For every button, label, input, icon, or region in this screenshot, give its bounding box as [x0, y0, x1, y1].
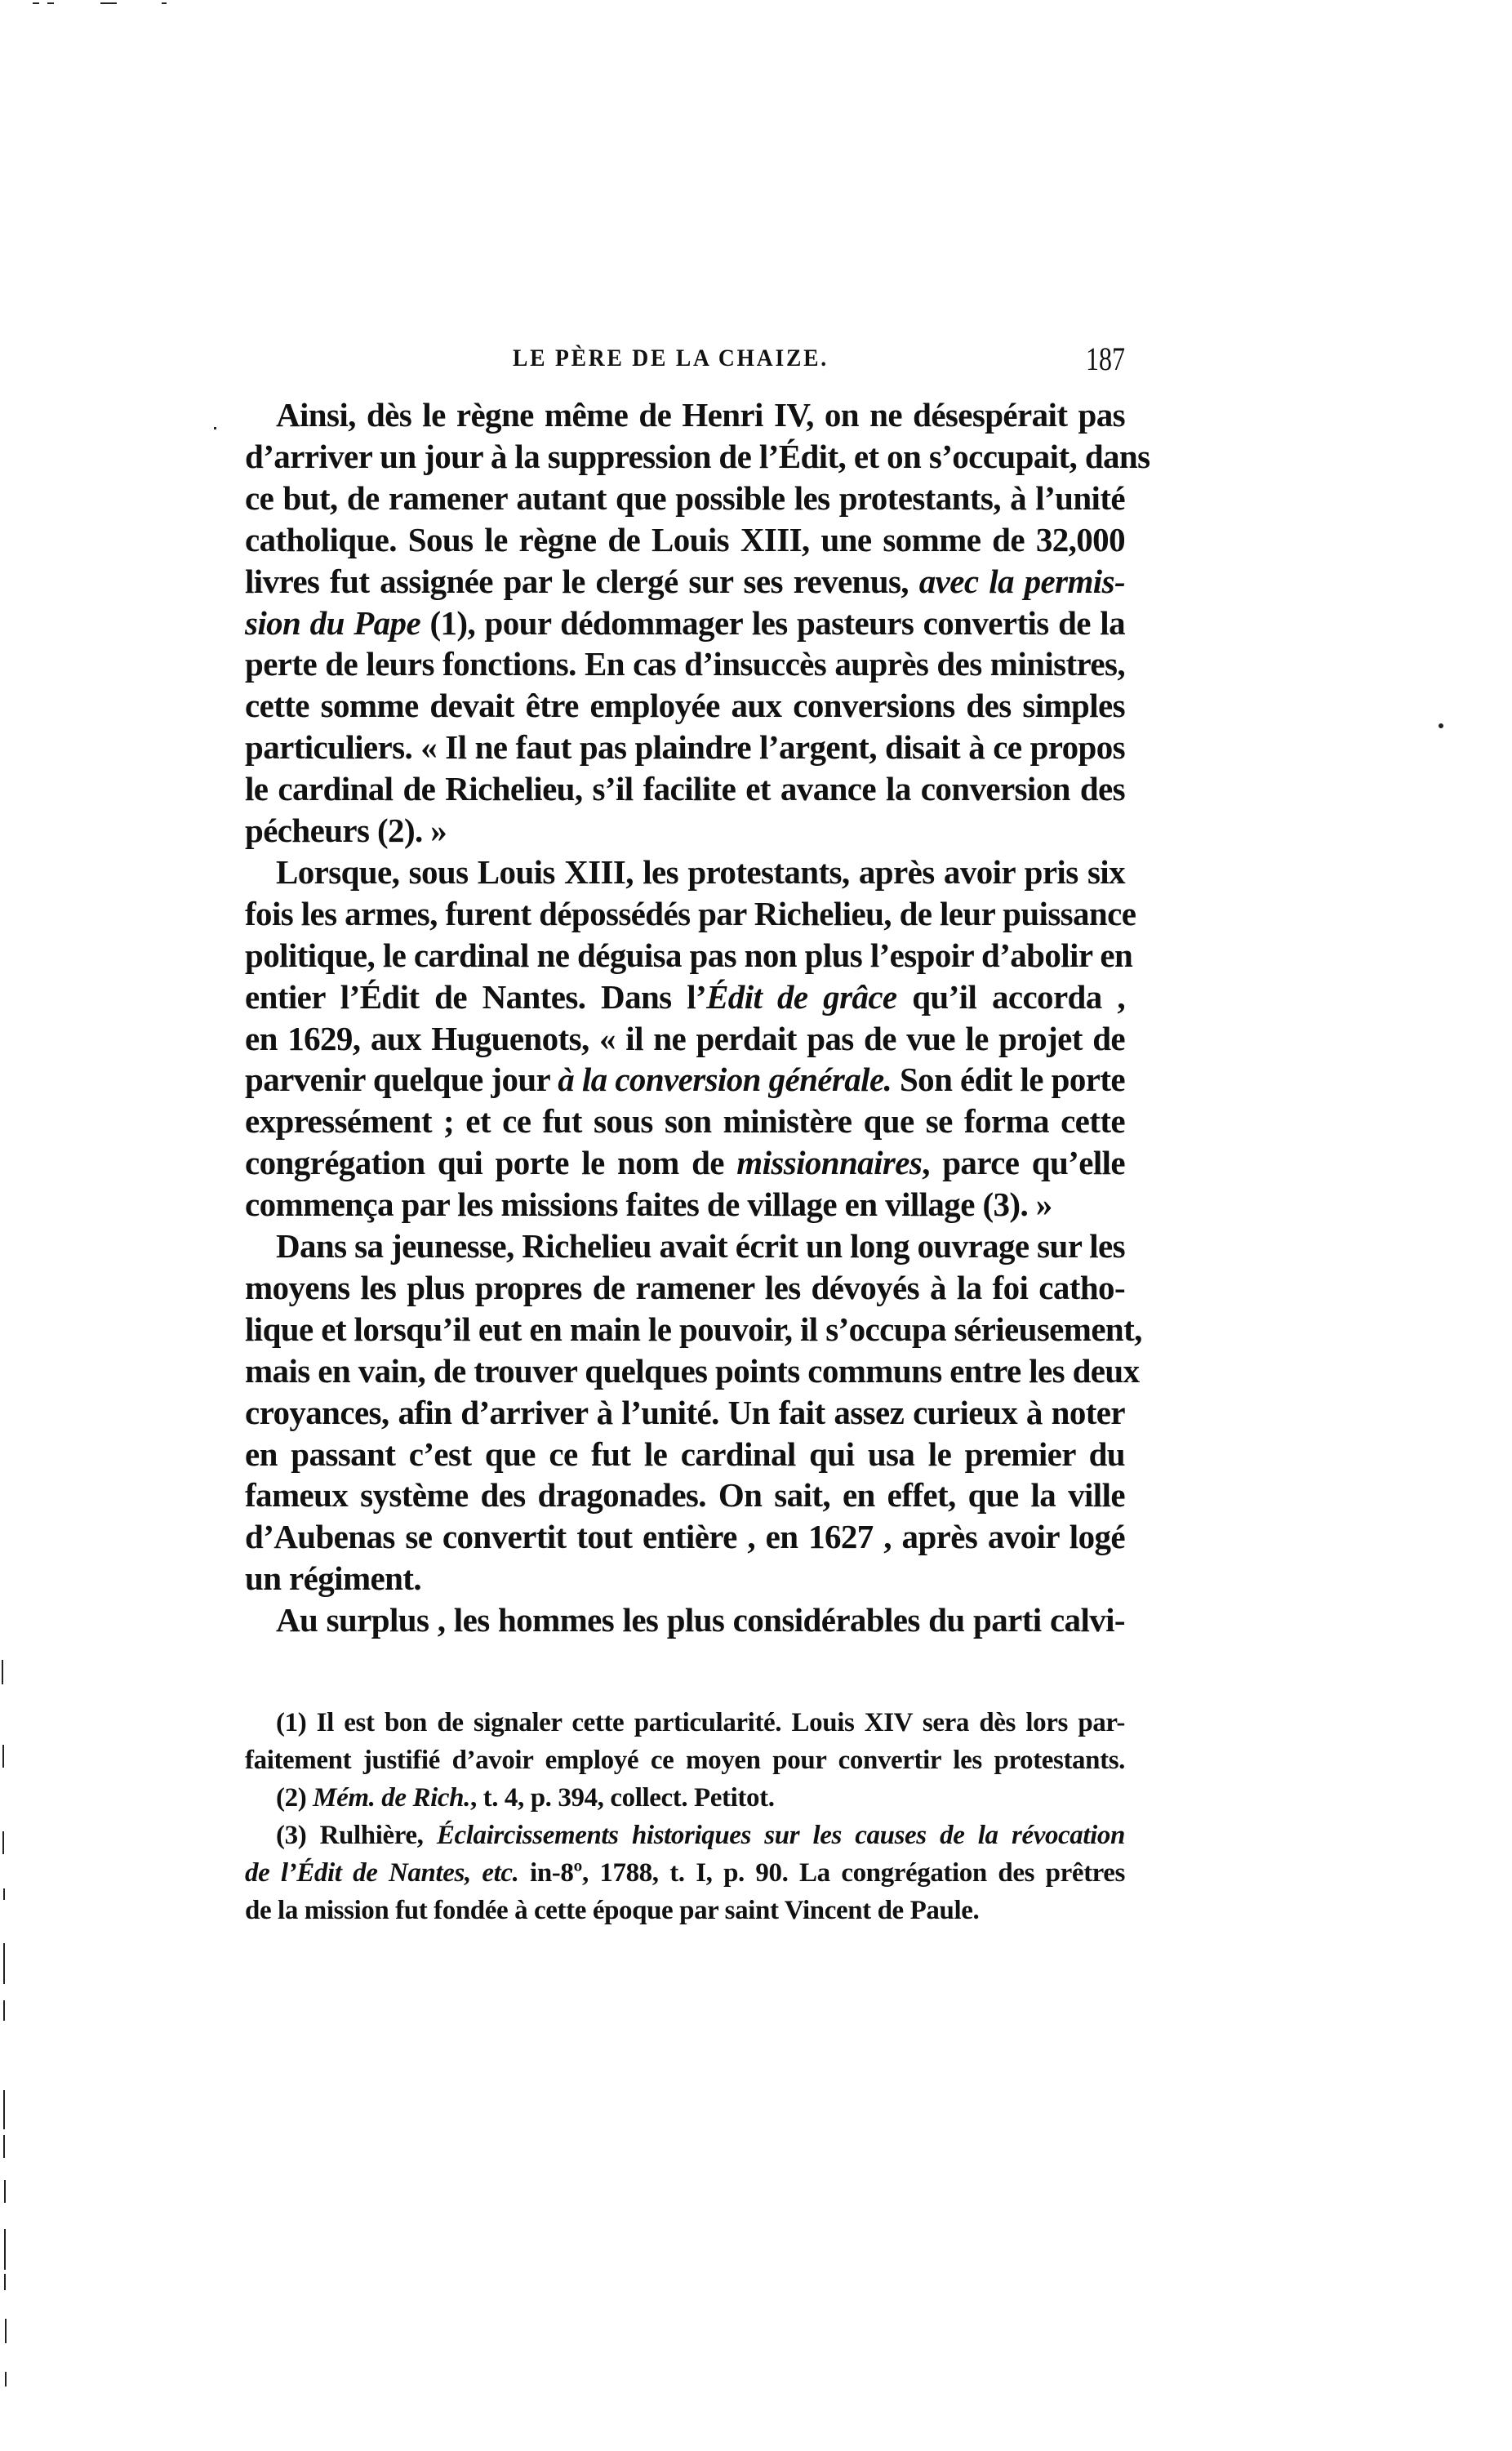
body-line: [245, 1558, 1125, 1599]
body-line: [245, 1434, 1125, 1475]
text-run: (1), pour dédommager les pasteurs convertis de la: [420, 603, 1125, 642]
text-run: Lorsque, sous Louis XIII, les protestants, après avoir pris six: [276, 852, 1125, 891]
text-run: entier l’Édit de Nantes. Dans l’: [245, 977, 707, 1016]
italic-text: à la conversion générale.: [558, 1061, 892, 1099]
text-run: croyances, afin d’arriver à l’unité. Un fait assez curieux à noter: [245, 1393, 1125, 1431]
body-line: [245, 519, 1125, 560]
scan-edge-mark: [3, 2000, 5, 2021]
body-line: [245, 603, 1125, 643]
body-line: [245, 561, 1125, 602]
text-run: expressément ; et ce fut sous son ministère que se forma cette: [245, 1102, 1125, 1141]
body-line: [245, 1599, 1125, 1640]
footnote-line: [245, 1742, 1125, 1778]
scan-edge-mark: [2, 1660, 3, 1684]
text-run: lique et lorsqu’il eut en main le pouvoir, il s’occupa sérieusement,: [245, 1310, 1142, 1348]
italic-text: Édit de grâce: [706, 977, 897, 1016]
italic-text: missionnaires: [736, 1144, 923, 1182]
body-line: [245, 727, 1125, 767]
running-head: [245, 340, 1125, 377]
body-line: [245, 810, 1125, 851]
body-line: [245, 1184, 1125, 1225]
text-run: in-8º, 1788, t. I, p. 90. La congrégation des prêtres: [518, 1858, 1125, 1888]
footnote-line: [245, 1780, 1125, 1816]
body-line: [245, 1392, 1125, 1433]
italic-text: de l’Édit de Nantes, etc.: [245, 1858, 519, 1888]
scan-edge-mark: [33, 2, 39, 4]
text-run: fois les armes, furent dépossédés par Richelieu, de leur puissance: [245, 894, 1136, 932]
text-run: (2): [276, 1783, 314, 1813]
text-run: cette somme devait être employée aux conversions des simples: [245, 687, 1125, 725]
body-line: [245, 893, 1136, 934]
text-run: mais en vain, de trouver quelques points communs entre les deux: [245, 1351, 1140, 1390]
text-run: , parce qu’elle: [922, 1144, 1125, 1182]
text-run: , t. 4, p. 394, collect. Petitot.: [469, 1783, 775, 1813]
text-run: de la mission fut fondée à cette époque par saint Vincent de Paule.: [245, 1896, 980, 1925]
scan-edge-mark: [5, 2319, 7, 2343]
text-run: faitement justifié d’avoir employé ce moyen pour convertir les protestants.: [245, 1746, 1125, 1775]
text-run: ce but, de ramener autant que possible les protestants, à l’unité: [245, 478, 1125, 517]
scan-edge-mark: [5, 2372, 7, 2386]
text-run: parvenir quelque jour: [245, 1061, 558, 1099]
text-run: d’Aubenas se convertit tout entière , en 1627 , après avoir logé: [245, 1518, 1125, 1556]
scan-speck: [1439, 723, 1443, 728]
text-run: politique, le cardinal ne déguisa pas non plus l’espoir d’abolir en: [245, 936, 1133, 974]
body-line: [245, 1059, 1125, 1100]
body-line: [245, 643, 1125, 684]
italic-text: Éclaircissements historiques sur les causes de la révocation: [436, 1821, 1125, 1850]
text-run: qu’il accorda ,: [896, 977, 1125, 1016]
text-run: en passant c’est que ce fut le cardinal qui usa le premier du: [245, 1435, 1125, 1473]
page-number: 187: [1086, 340, 1125, 377]
italic-text: sion du Pape: [245, 603, 421, 642]
scan-edge-mark: [162, 2, 167, 4]
body-line: [245, 935, 1133, 976]
body-line: [245, 1475, 1125, 1515]
scan-edge-mark: [100, 2, 117, 4]
text-run: perte de leurs fonctions. En cas d’insuccès auprès des ministres,: [245, 645, 1125, 683]
body-line: [245, 1309, 1142, 1350]
scan-speck: [214, 427, 216, 429]
scan-edge-mark: [3, 2090, 5, 2129]
text-run: Son édit le porte: [892, 1061, 1125, 1099]
body-line: [245, 1350, 1140, 1391]
footnote-line: [245, 1817, 1125, 1853]
text-run: (3) Rulhière,: [276, 1821, 437, 1850]
text-run: moyens les plus propres de ramener les dévoyés à la foi catho-: [245, 1268, 1125, 1306]
body-line: [245, 768, 1125, 809]
body-line: [245, 1267, 1125, 1308]
text-run: fameux système des dragonades. On sait, en effet, que la ville: [245, 1476, 1125, 1515]
scan-edge-mark: [2, 1745, 4, 1768]
scan-edge-mark: [4, 2229, 6, 2270]
scan-edge-mark: [47, 2, 54, 4]
text-run: le cardinal de Richelieu, s’il facilite et avance la conversion des: [245, 770, 1125, 808]
scan-edge-mark: [2, 1831, 4, 1854]
body-line: [245, 1226, 1125, 1266]
scan-edge-mark: [4, 2180, 6, 2203]
body-line: [245, 436, 1150, 477]
italic-text: avec la permis-: [918, 562, 1125, 600]
body-line: [245, 852, 1125, 892]
text-run: particuliers. « Il ne faut pas plaindre l’argent, disait à ce propos: [245, 728, 1125, 767]
footnote-line: [245, 1893, 1125, 1928]
body-line: [245, 685, 1125, 726]
scan-edge-mark: [3, 1943, 5, 1984]
body-line: [245, 1101, 1125, 1141]
body-line: [245, 1516, 1125, 1557]
body-line: [245, 976, 1125, 1017]
text-run: Au surplus , les hommes les plus considérables du parti calvi-: [276, 1601, 1125, 1639]
text-run: Dans sa jeunesse, Richelieu avait écrit un long ouvrage sur les: [276, 1227, 1125, 1265]
text-run: un régiment.: [245, 1559, 421, 1598]
italic-text: Mém. de Rich.: [313, 1783, 470, 1813]
text-run: pécheurs (2). »: [245, 812, 447, 849]
text-run: d’arriver un jour à la suppression de l’Édit, et on s’occupait, dans: [245, 437, 1150, 475]
text-run: livres fut assignée par le clergé sur ses revenus,: [245, 562, 919, 600]
text-run: commença par les missions faites de village en village (3). »: [245, 1185, 1052, 1224]
body-line: [245, 1142, 1125, 1183]
text-run: (1) Il est bon de signaler cette particularité. Louis XIV sera dès lors par-: [276, 1708, 1125, 1737]
footnote-line: [245, 1705, 1125, 1741]
body-line: [245, 1018, 1125, 1059]
scan-edge-mark: [3, 2135, 5, 2158]
text-run: catholique. Sous le règne de Louis XIII, une somme de 32,000: [245, 520, 1125, 558]
footnote-line: [245, 1855, 1125, 1891]
text-run: Ainsi, dès le règne même de Henri IV, on ne désespérait pas: [276, 396, 1125, 434]
body-line: [245, 394, 1125, 435]
running-title: LE PÈRE DE LA CHAIZE.: [513, 345, 829, 371]
scan-edge-mark: [3, 1888, 5, 1900]
scan-edge-mark: [4, 2274, 6, 2290]
body-line: [245, 478, 1125, 518]
text-run: congrégation qui porte le nom de: [245, 1144, 737, 1182]
text-run: en 1629, aux Huguenots, « il ne perdait pas de vue le projet de: [245, 1019, 1125, 1057]
